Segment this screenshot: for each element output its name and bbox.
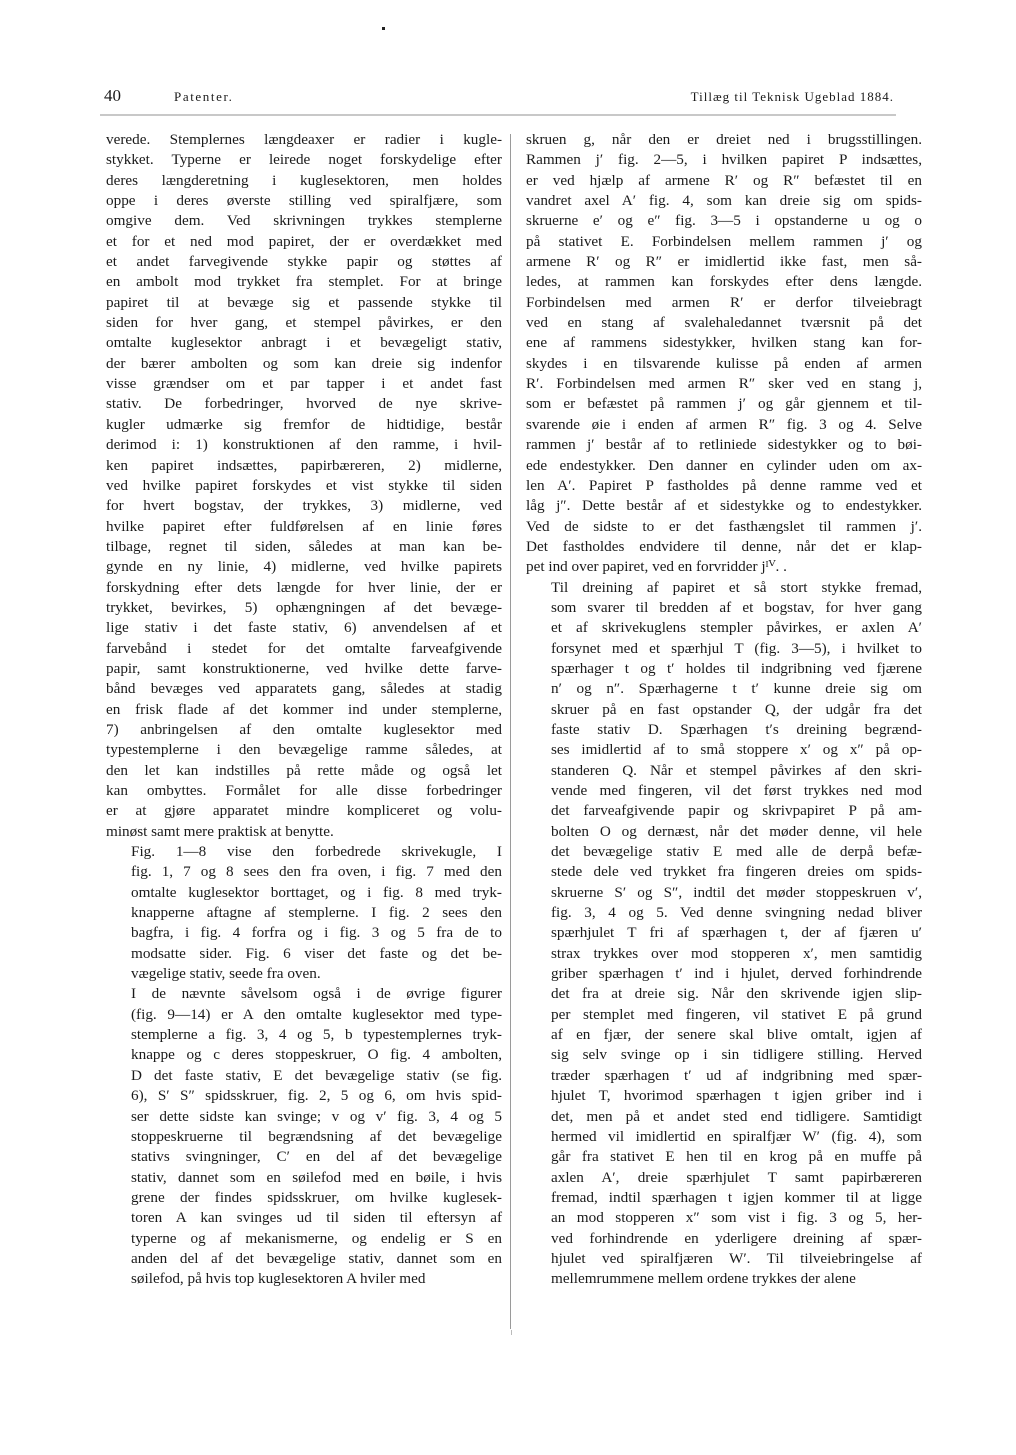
text-line: vægelige stativ, seede fra oven.: [131, 965, 321, 983]
text-line: ses imidlertid af to små stoppere x′ og x″ på op-: [551, 741, 922, 759]
text-line: 7) anbringelsen af den omtalte kuglesektor med: [106, 720, 502, 738]
text-line: det, men på et andet sted end tidligere. Samtidigt: [551, 1107, 922, 1125]
text-line: stoppeskruerne til begrændsning af det bevægelige: [131, 1127, 502, 1145]
paragraph: [106, 842, 502, 984]
text-line: oppe i deres øverste stilling ved spiralfjære, som: [106, 192, 502, 210]
text-line: (fig. 9—14) er A den omtalte kuglesektor med type-: [131, 1005, 502, 1023]
text-line: låg j″. Dette består af et sidestykke og to endestykker.: [526, 497, 922, 515]
text-line: visse grændser om et par tapper i et andet fast: [106, 375, 502, 393]
text-line: bolten O og dernæst, når det møder denne, vil hele: [551, 822, 922, 840]
text-line: strax trykkes over mod stopperen x′, men samtidig: [551, 944, 922, 962]
bottom-mark: [511, 1330, 512, 1335]
text-line: papiret til at bevæge sig et passende stykke til: [106, 293, 502, 311]
text-line: D det faste stativ, E det bevægelige stativ (se fig.: [131, 1066, 502, 1084]
journal-title: Tillæg til Teknisk Ugeblad 1884.: [690, 89, 894, 104]
text-line: tilbage, regnet til siden, således at man kan be-: [106, 537, 502, 555]
text-line: kan ombyttes. Formålet for alle disse forbedringer: [106, 782, 502, 799]
text-line: kugler udmærke sig fremfor de hidtidige, består: [106, 415, 502, 433]
paragraph: [526, 130, 922, 578]
text-line: et andet farvegivende stykke papir og støttes af: [106, 253, 502, 271]
text-line: Det fastholdes endvidere til denne, når det er klap-: [526, 537, 922, 555]
text-line: ved en stang af svalehaledannet tværsnit på det: [526, 314, 922, 332]
text-line: gynde en ny linie, 4) midlerne, ved hvilke papirets: [106, 558, 502, 576]
text-line: på stativet E. Forbindelsen mellem rammen j′ og: [526, 232, 922, 250]
page-header: [104, 86, 894, 108]
text-line: siden for hver gang, et stempel påvirkes, er den: [106, 314, 502, 332]
text-line: stativ, dannet som en søilefod med en bøile, i hvis: [131, 1168, 502, 1186]
text-line: hermed vil imidlertid en spiralfjær W′ (fig. 4), som: [551, 1127, 922, 1145]
header-rule: [100, 114, 896, 116]
text-line: rammen j′ består af to retliniede sidestykker og to bøi-: [526, 436, 922, 454]
text-line: svarende øie i enden af armen R″ fig. 3 og 4. Selve: [526, 415, 922, 433]
text-line: det farveafgivende papir og skrivpapiret P på am-: [551, 802, 922, 820]
paragraph: [106, 984, 502, 1289]
text-line: fremad, indtil spærhagen t igjen kommer til at ligge: [551, 1188, 922, 1206]
text-line: ede endestykker. Den danner en cylinder uden om ax-: [526, 456, 922, 474]
text-line: farvebånd i stedet for det omtalte farveafgivende: [106, 639, 502, 657]
text-line: stativ. De forbedringer, hvorved de nye skrive-: [106, 395, 502, 413]
text-line: forskydning efter dets længde for hver linie, der er: [106, 578, 502, 596]
text-line: skruerne e′ og e″ fig. 3—5 i opstanderne u og o: [526, 212, 922, 230]
text-line: bånd bevæges ved apparatets gang, således at stadig: [106, 680, 502, 698]
text-line: det bevægelige stativ E med alle de derpå befæ-: [551, 843, 922, 861]
text-line: det fra at dreie sig. Når den skrivende igjen slip-: [551, 985, 922, 1003]
text-line: papir, samt konstruktionerne, ved hvilke dette farve-: [106, 659, 502, 677]
text-line: er ved hjælp af armene R′ og R″ befæstet til en: [526, 171, 922, 189]
text-line: deres længderetning i kuglesektoren, men holdes: [106, 171, 502, 189]
text-line: derimod i: 1) konstruktionen af den ramme, i hvil-: [106, 436, 502, 454]
scan-speck: [382, 27, 385, 30]
text-line: per stemplet med fingeren, vil stativet E på grund: [551, 1005, 922, 1023]
text-line: for hvert bogstav, der trykkes, 3) midlerne, ved: [106, 497, 502, 515]
text-line: spærhjulet T fri af spærhagen t, der af fjæren u′: [551, 924, 922, 942]
text-line: hjulet T, hvorimod spærhagen t igjen griber ind i: [551, 1087, 922, 1105]
text-line: knapperne aftagne af stemplerne. I fig. 2 sees den: [131, 904, 502, 922]
text-line: fig. 1, 7 og 8 sees den fra oven, i fig. 7 med den: [131, 863, 502, 881]
left-column: [106, 130, 502, 1290]
text-line: omtalte kuglesektor anbragt i et bevægeligt stativ,: [106, 334, 502, 352]
text-line: anden del af det bevægelige stativ, dannet som en: [131, 1249, 502, 1267]
text-line: len A′. Papiret P fastholdes på denne ramme ved et: [526, 476, 922, 494]
text-line: hjulet ved spiralfjæren W′. Til tilveiebringelse af: [551, 1249, 922, 1267]
text-line: Forbindelsen med armen R′ er derfor tilveiebragt: [526, 293, 922, 311]
text-line: spærhager t og t′ holdes til indgribning ved fjærene: [551, 659, 922, 677]
text-line: I de nævnte såvelsom også i de øvrige figurer: [131, 985, 502, 1003]
text-line: sig selv svinge op i sin tidligere stilling. Herved: [551, 1046, 922, 1064]
paragraph: [526, 578, 922, 1290]
text-line: ved hvilke papiret forskydes et vist stykke til siden: [106, 476, 502, 494]
text-line: Fig. 1—8 vise den forbedrede skrivekugle, I: [131, 843, 502, 861]
text-line: ved forhindrende en yderligere dreining af spær-: [551, 1229, 922, 1247]
text-line: skruen g, når den er dreiet ned i brugsstillingen.: [526, 131, 922, 148]
text-line: fig. 3, 4 og 5. Ved denne svingning nedad bliver: [551, 904, 922, 922]
text-line: stativs svingninger, C′ en del af det bevægelige: [131, 1148, 502, 1166]
text-line: er at gjøre apparatet mindre kompliceret og volu-: [106, 802, 502, 820]
text-line: som er befæstet på rammen j′ og går gjennem et til-: [526, 395, 922, 413]
paragraph: [106, 130, 502, 842]
text-line: 6), S′ S″ spidsskruer, fig. 2, 5 og 6, om hvis spid-: [131, 1087, 502, 1105]
section-title: Patenter.: [174, 89, 234, 104]
text-line: søilefod, på hvis top kuglesektoren A hviler med: [131, 1270, 426, 1288]
text-line: faste stativ D. Spærhagen t′s dreining begrænd-: [551, 720, 922, 738]
text-line: vende med fingeren, vil det først trykkes ned mod: [551, 782, 922, 799]
text-line: pet ind over papiret, ved en forvridder jᴵⱽ. .: [526, 558, 787, 576]
column-divider: [510, 134, 511, 1329]
text-line: armene R′ og R″ er imidlertid ikke fast, men så-: [526, 253, 922, 271]
text-line: ken papiret indsættes, papirbæreren, 2) midlerne,: [106, 456, 502, 474]
text-line: knappe og c deres stoppeskruer, O fig. 4 ambolten,: [131, 1046, 502, 1064]
text-line: lige stativ i det faste stativ, 6) anvendelsen af et: [106, 619, 502, 637]
text-line: en ambolt mod trykket fra stemplet. For at bringe: [106, 273, 502, 291]
text-line: mellemrummene mellem ordene trykkes der alene: [551, 1270, 856, 1288]
text-line: omgive dem. Ved skrivningen trykkes stemplerne: [106, 212, 502, 230]
text-line: modsatte sider. Fig. 6 viser det faste og det be-: [131, 944, 502, 962]
text-line: griber spærhagen t′ ind i hjulet, derved forhindrende: [551, 965, 922, 983]
text-line: typerne og af mekanismerne, og endelig er S en: [131, 1229, 502, 1247]
text-line: hvilke papiret efter fuldførelsen af en linie føres: [106, 517, 502, 535]
text-line: træder spærhagen t′ ud af indgribning med spær-: [551, 1066, 922, 1084]
text-line: den let kan indstilles på rette måde og også let: [106, 761, 502, 779]
text-line: skruer på en fast opstander Q, der udgår fra det: [551, 700, 922, 718]
text-line: toren A kan svinges ud til siden til eftersyn af: [131, 1209, 502, 1227]
text-line: skruerne S′ og S″, indtil det møder stoppeskruen v′,: [551, 883, 922, 901]
text-line: skydes i en tilsvarende kulisse på enden af armen: [526, 354, 922, 372]
text-line: trykket, bevirkes, 5) ophængningen af det bevæge-: [106, 598, 502, 616]
text-line: går fra stativet E hen til en krog på en muffe på: [551, 1148, 922, 1166]
text-line: verede. Stemplernes længdeaxer er radier i kugle-: [106, 131, 502, 148]
text-line: forsynet med et spærhjul T (fig. 3—5), i hvilket to: [551, 639, 922, 657]
text-line: axlen A′, dreie spærhjulet T samt papirbæreren: [551, 1168, 922, 1186]
text-line: grene der findes spidsskruer, om hvilke kuglesek-: [131, 1188, 502, 1206]
page-number: 40: [104, 86, 121, 105]
text-line: et af skrivekuglens stempler påvirkes, er axlen A′: [551, 619, 922, 637]
right-column: [526, 130, 922, 1290]
text-line: n′ og n″. Spærhagerne t t′ kunne dreie sig om: [551, 680, 922, 698]
text-line: en frisk flade af det kommer ind under stemplerne,: [106, 700, 502, 718]
text-line: som svarer til bredden af et bogstav, for hver gang: [551, 598, 922, 616]
text-line: omtalte kuglesektor borttaget, og i fig. 8 med tryk-: [131, 883, 502, 901]
text-line: an mod stopperen x″ som vist i fig. 3 og 5, her-: [551, 1209, 922, 1227]
text-line: ene af rammens sidestykker, hvilken stang kan for-: [526, 334, 922, 352]
text-line: minøst samt mere praktisk at benytte.: [106, 822, 334, 840]
text-line: bagfra, i fig. 4 forfra og i fig. 3 og 5 fra de to: [131, 924, 502, 942]
text-line: standeren Q. Når et stempel påvirkes af den skri-: [551, 761, 922, 779]
text-line: vandret axel A′ fig. 4, som kan dreie sig om spids-: [526, 192, 922, 210]
text-line: Rammen j′ fig. 2—5, i hvilken papiret P indsættes,: [526, 151, 922, 169]
text-line: af en fjær, der senere skal blive omtalt, igjen af: [551, 1026, 922, 1044]
text-line: ledes, at rammen kan forskydes efter dens længde.: [526, 273, 922, 291]
text-line: ser dette sidste kan svinge; v og v′ fig. 3, 4 og 5: [131, 1107, 502, 1125]
text-line: der bærer ambolten og som kan dreie sig indenfor: [106, 354, 502, 372]
text-line: stykket. Typerne er leirede noget forskydelige efter: [106, 151, 502, 169]
text-line: typestemplerne i den bevægelige ramme således, at: [106, 741, 502, 759]
text-line: R′. Forbindelsen med armen R″ sker ved en stang j,: [526, 375, 922, 393]
text-line: et for et ned mod papiret, der er overdækket med: [106, 232, 502, 250]
text-line: stemplerne a fig. 3, 4 og 5, b typestemplernes tryk-: [131, 1026, 502, 1044]
text-line: Til dreining af papiret et så stort stykke fremad,: [551, 578, 922, 596]
text-line: stede dele ved trykket fra fingeren dreies om spids-: [551, 863, 922, 881]
text-line: Ved de sidste to er det fasthængslet til rammen j′.: [526, 517, 922, 535]
